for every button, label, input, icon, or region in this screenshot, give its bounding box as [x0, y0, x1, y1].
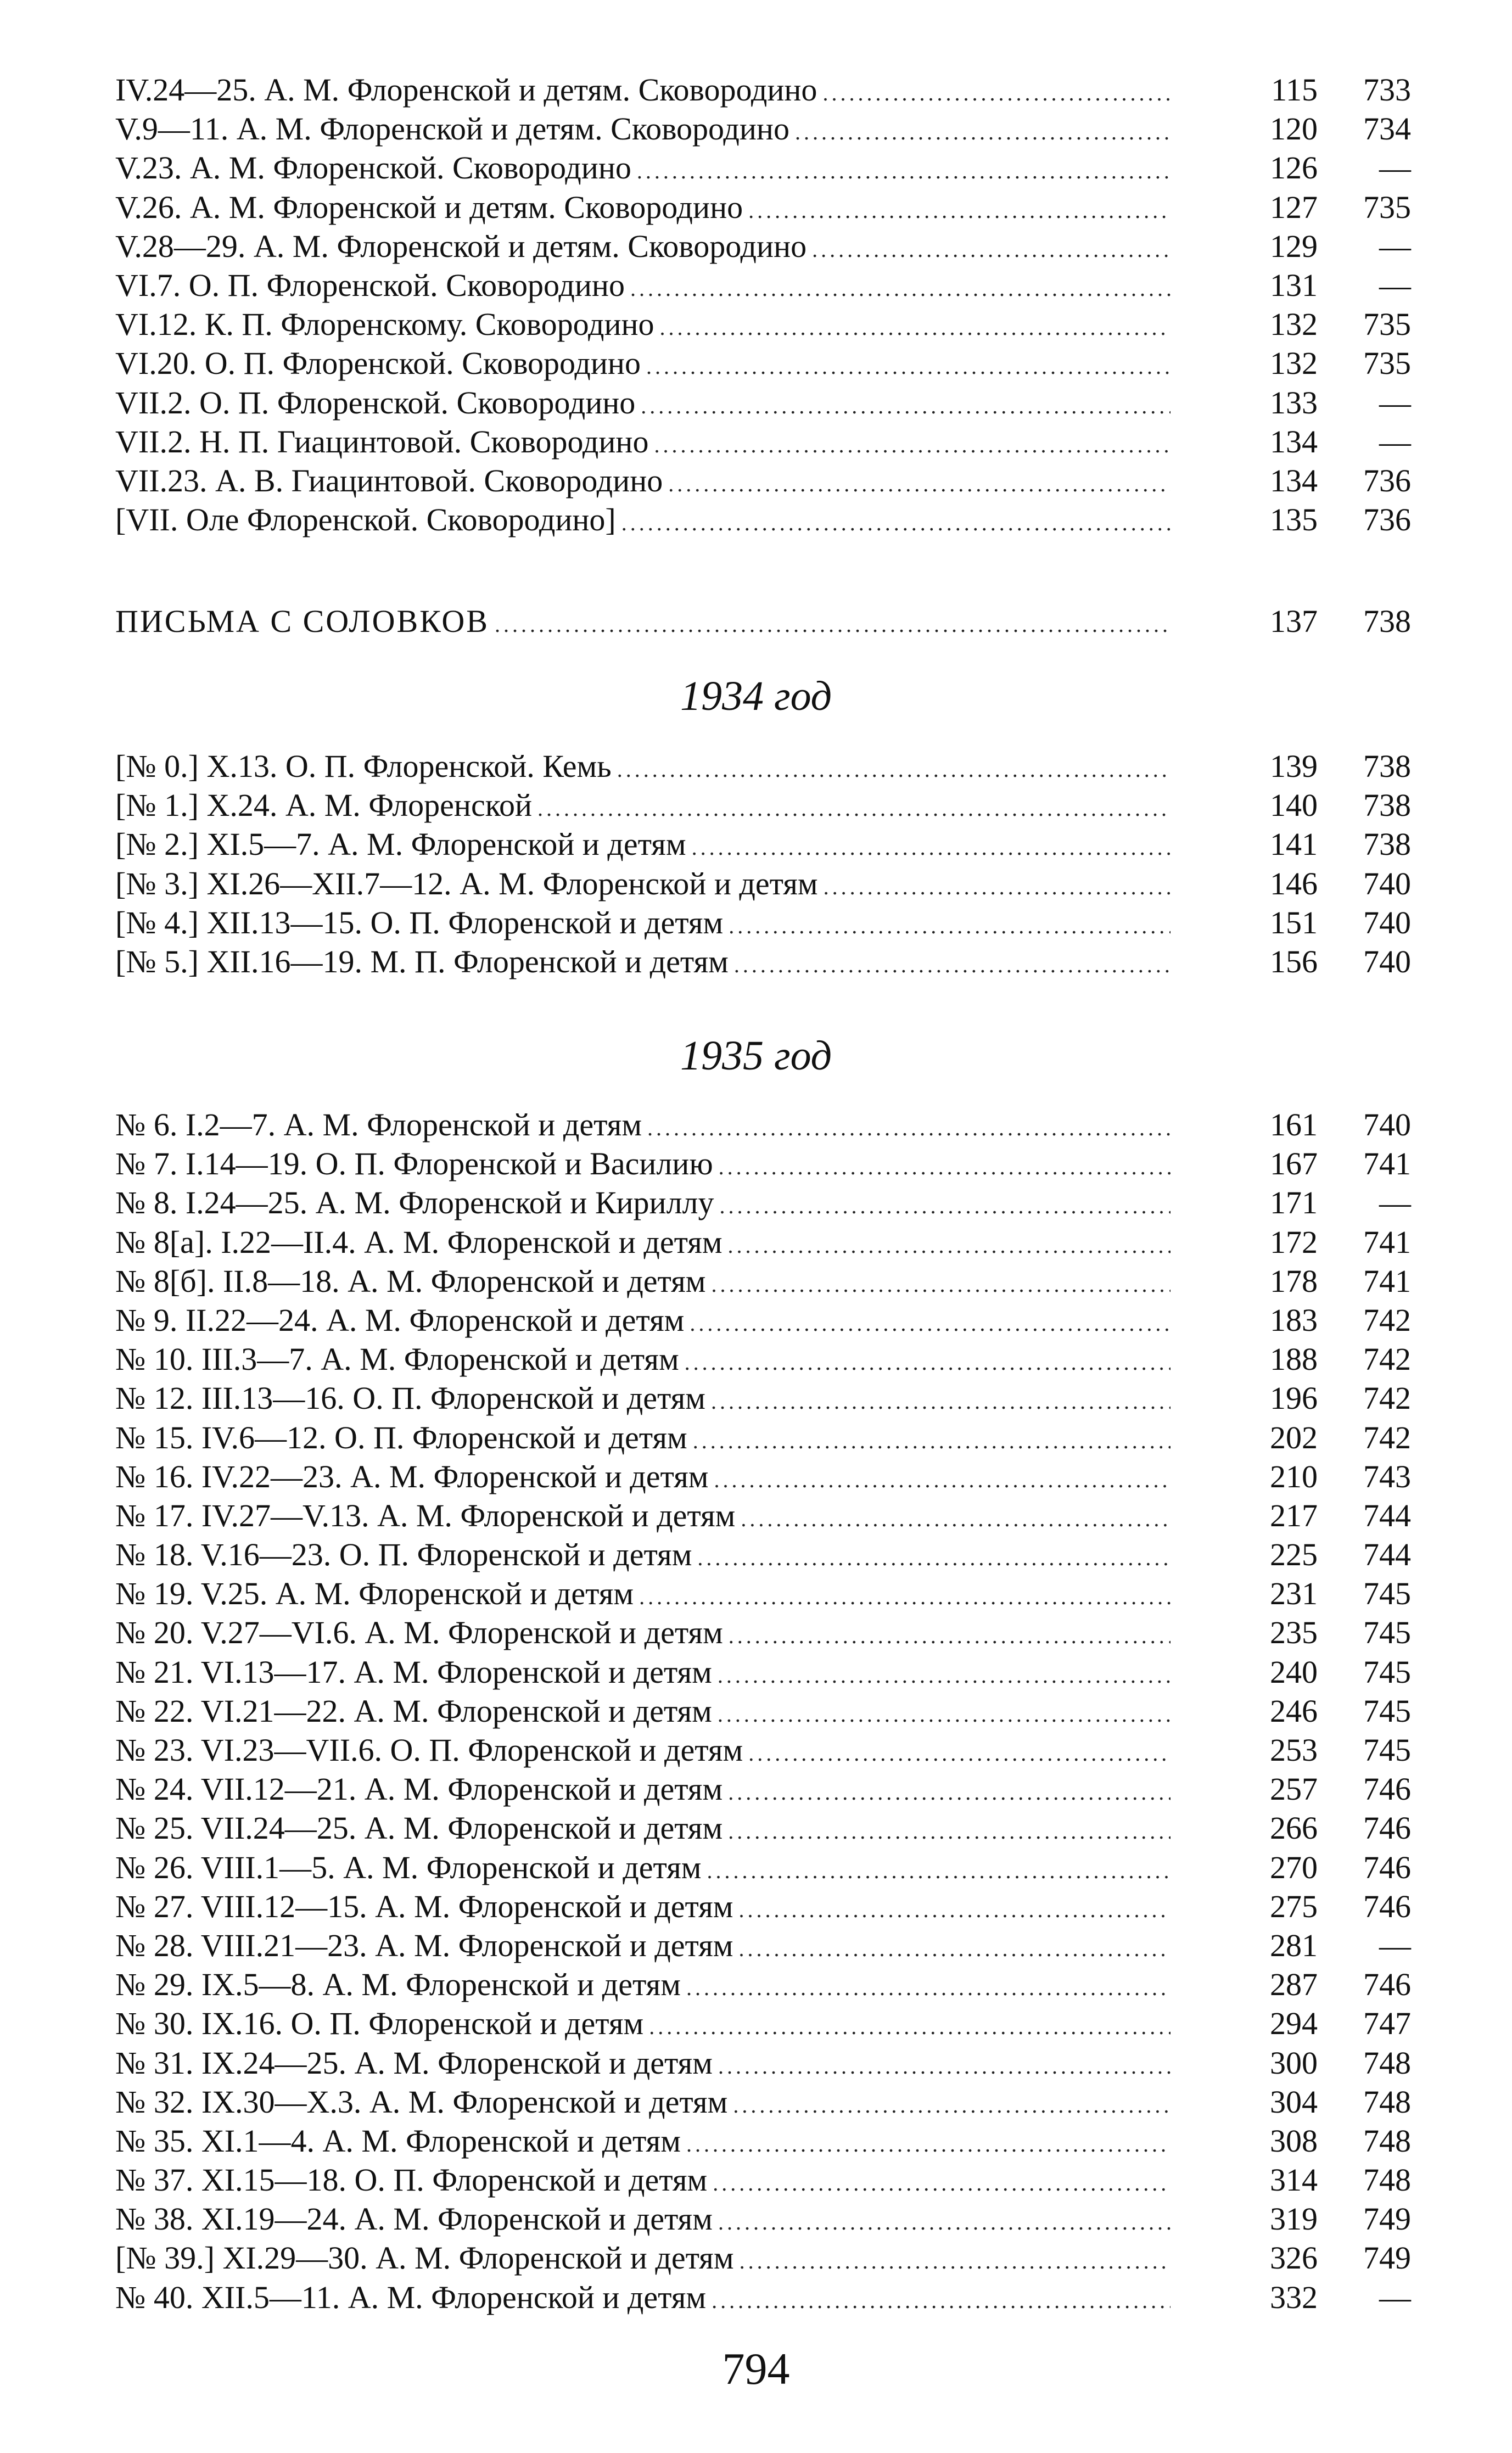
comment-ref: 744: [1363, 1537, 1411, 1573]
entry-title: VII.2. Н. П. Гиацинтовой. Сковородино: [115, 423, 649, 460]
comment-ref: 741: [1363, 1146, 1411, 1182]
page-ref: 304: [1270, 2084, 1318, 2120]
entry-title: № 27. VIII.12—15. А. М. Флоренской и детям: [115, 1888, 733, 1924]
toc-row: [115, 1535, 1411, 1574]
entry-title: VII.23. А. В. Гиацинтовой. Сковородино: [115, 462, 663, 499]
comment-ref: 740: [1363, 865, 1411, 901]
page-ref: 161: [1270, 1107, 1318, 1143]
page-ref: 240: [1270, 1654, 1318, 1690]
entry-title: № 38. XI.19—24. А. М. Флоренской и детям: [115, 2201, 713, 2237]
page-ref: 319: [1270, 2201, 1318, 2237]
toc-list-1934: [115, 747, 1411, 981]
dot-leader: [693, 1421, 1171, 1460]
comment-ref: 738: [1363, 787, 1411, 824]
page-ref: 326: [1270, 2240, 1318, 2276]
page-ref: 127: [1270, 189, 1318, 225]
page-ref: 140: [1270, 787, 1318, 824]
toc-row: [115, 1301, 1411, 1340]
page-ref: 132: [1270, 345, 1318, 382]
dot-leader: [707, 1851, 1171, 1890]
entry-title: V.28—29. А. М. Флоренской и детям. Сковородино: [115, 228, 807, 264]
dot-leader: [729, 906, 1171, 945]
dot-leader: [646, 347, 1171, 386]
entry-title: [№ 5.] XII.16—19. М. П. Флоренской и детям: [115, 943, 729, 979]
comment-ref: 746: [1363, 1771, 1411, 1807]
page-ref: 129: [1270, 228, 1318, 264]
dot-leader: [734, 945, 1171, 984]
dot-leader: [630, 269, 1171, 308]
entry-title: № 26. VIII.1—5. А. М. Флоренской и детям: [115, 1849, 702, 1885]
comment-ref: —: [1379, 267, 1411, 303]
page-ref: 171: [1270, 1185, 1318, 1221]
entry-title: VI.20. О. П. Флоренской. Сковородино: [115, 345, 641, 382]
toc-row: [115, 109, 1411, 148]
toc-row: [115, 2199, 1411, 2238]
entry-title: № 10. III.3—7. А. М. Флоренской и детям: [115, 1341, 679, 1377]
toc-row: [115, 227, 1411, 266]
comment-ref: 748: [1363, 2084, 1411, 2120]
comment-ref: 748: [1363, 2122, 1411, 2159]
dot-leader: [741, 1499, 1171, 1538]
entry-title: [№ 1.] X.24. А. М. Флоренской: [115, 787, 532, 824]
dot-leader: [660, 308, 1171, 347]
toc-row: [115, 1223, 1411, 1262]
comment-ref: 735: [1363, 306, 1411, 343]
dot-leader: [537, 789, 1171, 828]
entry-title: [№ 3.] XI.26—XII.7—12. А. М. Флоренской и детям: [115, 865, 818, 901]
entry-title: № 30. IX.16. О. П. Флоренской и детям: [115, 2006, 644, 2042]
toc-row: [115, 1418, 1411, 1457]
toc-row: [115, 1105, 1411, 1144]
year-heading-1934: 1934 год: [680, 673, 832, 719]
page-ref: 257: [1270, 1771, 1318, 1807]
toc-row: [115, 422, 1411, 461]
comment-ref: 738: [1363, 748, 1411, 784]
entry-title: № 37. XI.15—18. О. П. Флоренской и детям: [115, 2162, 708, 2198]
page-ref: 196: [1270, 1380, 1318, 1416]
entry-title: № 40. XII.5—11. А. М. Флоренской и детям: [115, 2279, 707, 2315]
entry-title: IV.24—25. А. М. Флоренской и детям. Сковородино: [115, 72, 817, 108]
dot-leader: [692, 828, 1171, 867]
entry-title: № 23. VI.23—VII.6. О. П. Флоренской и детям: [115, 1732, 743, 1768]
dot-leader: [641, 387, 1171, 425]
toc-row: [115, 942, 1411, 981]
entry-title: № 21. VI.13—17. А. М. Флоренской и детям: [115, 1654, 712, 1690]
toc-row: [115, 2082, 1411, 2121]
page-ref: 134: [1270, 423, 1318, 460]
page-ref: 139: [1270, 748, 1318, 784]
dot-leader: [812, 230, 1171, 269]
page-ref: 134: [1270, 462, 1318, 499]
page-ref: 217: [1270, 1497, 1318, 1533]
dot-leader: [617, 750, 1171, 789]
toc-row: [115, 2043, 1411, 2082]
dot-leader: [718, 2047, 1171, 2086]
dot-leader: [739, 1929, 1171, 1968]
dot-leader: [654, 425, 1171, 464]
entry-title: VII.2. О. П. Флоренской. Сковородино: [115, 384, 636, 421]
page-ref: 308: [1270, 2122, 1318, 2159]
toc-section-row: [115, 602, 1411, 641]
toc-row: [115, 903, 1411, 942]
dot-leader: [718, 2203, 1171, 2242]
dot-leader: [686, 2125, 1171, 2164]
entry-title: № 35. XI.1—4. А. М. Флоренской и детям: [115, 2122, 681, 2159]
page-ref: 132: [1270, 306, 1318, 343]
toc-row: [115, 825, 1411, 864]
entry-title: № 7. I.14—19. О. П. Флоренской и Василию: [115, 1146, 713, 1182]
entry-title: V.9—11. А. М. Флоренской и детям. Сковородино: [115, 111, 789, 147]
entry-title: № 31. IX.24—25. А. М. Флоренской и детям: [115, 2045, 713, 2081]
comment-ref: —: [1379, 384, 1411, 421]
comment-ref: 746: [1363, 1810, 1411, 1846]
toc-row: [115, 747, 1411, 786]
comment-ref: 748: [1363, 2045, 1411, 2081]
toc-row: [115, 1613, 1411, 1652]
comment-ref: 749: [1363, 2240, 1411, 2276]
entry-title: № 25. VII.24—25. А. М. Флоренской и детям: [115, 1810, 723, 1846]
comment-ref: 745: [1363, 1654, 1411, 1690]
page-ref: 141: [1270, 826, 1318, 863]
toc-row: [115, 2160, 1411, 2199]
toc-row: [115, 1574, 1411, 1613]
dot-leader: [714, 1460, 1171, 1499]
dot-leader: [495, 605, 1171, 644]
page-ref: 246: [1270, 1693, 1318, 1729]
toc-row: [115, 1653, 1411, 1692]
toc-row: [115, 1692, 1411, 1730]
toc-row: [115, 1340, 1411, 1379]
page-ref: 210: [1270, 1458, 1318, 1494]
section-title: ПИСЬМА С СОЛОВКОВ: [115, 603, 489, 639]
comment-ref: 746: [1363, 1888, 1411, 1924]
dot-leader: [728, 1226, 1171, 1265]
comment-ref: 740: [1363, 943, 1411, 979]
dot-leader: [824, 867, 1171, 906]
page-ref: 126: [1270, 150, 1318, 186]
dot-leader: [748, 191, 1171, 230]
toc-row: [115, 305, 1411, 344]
toc-row: [115, 1926, 1411, 1965]
entry-title: VI.7. О. П. Флоренской. Сковородино: [115, 267, 625, 303]
toc-row: [115, 786, 1411, 825]
comment-ref: 745: [1363, 1576, 1411, 1612]
entry-title: № 17. IV.27—V.13. А. М. Флоренской и детям: [115, 1497, 736, 1533]
comment-ref: 741: [1363, 1263, 1411, 1299]
dot-leader: [719, 1186, 1171, 1225]
toc-row: [115, 266, 1411, 305]
toc-row: [115, 148, 1411, 187]
page-number: 794: [722, 2344, 790, 2394]
entry-title: № 24. VII.12—21. А. М. Флоренской и детям: [115, 1771, 723, 1807]
toc-row: [115, 1887, 1411, 1926]
year-heading-1935: 1935 год: [680, 1033, 832, 1079]
toc-row: [115, 461, 1411, 500]
page-ref: 133: [1270, 384, 1318, 421]
comment-ref: —: [1379, 423, 1411, 460]
page-ref: 270: [1270, 1849, 1318, 1885]
entry-title: № 18. V.16—23. О. П. Флоренской и детям: [115, 1537, 692, 1573]
comment-ref: —: [1379, 2279, 1411, 2315]
toc-row: [115, 1808, 1411, 1847]
comment-ref: 742: [1363, 1302, 1411, 1338]
comment-ref: 741: [1363, 1224, 1411, 1260]
page-ref: 131: [1270, 267, 1318, 303]
page-ref: 300: [1270, 2045, 1318, 2081]
dot-leader: [649, 2007, 1171, 2046]
comment-ref: 746: [1363, 1849, 1411, 1885]
toc-row: [115, 500, 1411, 539]
toc-row: [115, 2004, 1411, 2043]
dot-leader: [639, 1577, 1171, 1616]
toc-row: [115, 1965, 1411, 2004]
page-ref: 146: [1270, 865, 1318, 901]
dot-leader: [697, 1538, 1171, 1577]
page-ref: 167: [1270, 1146, 1318, 1182]
entry-title: № 8[б]. II.8—18. А. М. Флоренской и детям: [115, 1263, 706, 1299]
comment-ref: 733: [1363, 72, 1411, 108]
toc-row: [115, 1457, 1411, 1496]
page-ref: 266: [1270, 1810, 1318, 1846]
comment-ref: 740: [1363, 904, 1411, 940]
page-ref: 281: [1270, 1927, 1318, 1963]
entry-title: № 8[а]. I.22—II.4. А. М. Флоренской и детям: [115, 1224, 723, 1260]
toc-row: [115, 602, 1411, 641]
dot-leader: [729, 1616, 1171, 1655]
dot-leader: [711, 1382, 1171, 1421]
dot-leader: [718, 1656, 1171, 1695]
page-ref: 231: [1270, 1576, 1318, 1612]
entry-title: № 32. IX.30—X.3. А. М. Флоренской и детям: [115, 2084, 728, 2120]
toc-list-1935: [115, 1105, 1411, 2317]
toc-row: [115, 1144, 1411, 1183]
entry-title: № 28. VIII.21—23. А. М. Флоренской и детям: [115, 1927, 733, 1963]
page-ref: 120: [1270, 111, 1318, 147]
toc-row: [115, 344, 1411, 383]
toc-row: [115, 1769, 1411, 1808]
entry-title: № 20. V.27—VI.6. А. М. Флоренской и детям: [115, 1615, 723, 1651]
comment-ref: 742: [1363, 1341, 1411, 1377]
toc-row: [115, 2278, 1411, 2317]
page-ref: 188: [1270, 1341, 1318, 1377]
dot-leader: [685, 1343, 1171, 1382]
comment-ref: —: [1379, 1185, 1411, 1221]
page-ref: 178: [1270, 1263, 1318, 1299]
page-ref: 287: [1270, 1967, 1318, 2003]
dot-leader: [795, 113, 1171, 152]
toc-row: [115, 2121, 1411, 2160]
page-ref: 253: [1270, 1732, 1318, 1768]
entry-title: № 12. III.13—16. О. П. Флоренской и детям: [115, 1380, 705, 1416]
comment-ref: 740: [1363, 1107, 1411, 1143]
toc-row: [115, 864, 1411, 903]
page-ref: 314: [1270, 2162, 1318, 2198]
toc-row: [115, 383, 1411, 422]
comment-ref: 735: [1363, 189, 1411, 225]
dot-leader: [739, 1890, 1171, 1929]
page-ref: 156: [1270, 943, 1318, 979]
comment-ref: —: [1379, 228, 1411, 264]
dot-leader: [637, 152, 1171, 191]
comment-ref: 742: [1363, 1419, 1411, 1455]
entry-title: [№ 0.] X.13. О. П. Флоренской. Кемь: [115, 748, 612, 784]
toc-row: [115, 1379, 1411, 1418]
entry-title: V.26. А. М. Флоренской и детям. Сковородино: [115, 189, 743, 225]
entry-title: № 9. II.22—24. А. М. Флоренской и детям: [115, 1302, 685, 1338]
dot-leader: [748, 1734, 1171, 1773]
comment-ref: —: [1379, 150, 1411, 186]
toc-row: [115, 1183, 1411, 1222]
entry-title: № 29. IX.5—8. А. М. Флоренской и детям: [115, 1967, 681, 2003]
toc-list-top: [115, 70, 1411, 539]
comment-ref: 736: [1363, 502, 1411, 538]
page-ref: 332: [1270, 2279, 1318, 2315]
entry-title: [№ 39.] XI.29—30. А. М. Флоренской и детям: [115, 2240, 734, 2276]
entry-title: V.23. А. М. Флоренской. Сковородино: [115, 150, 631, 186]
page-ref: 183: [1270, 1302, 1318, 1338]
page-ref: 151: [1270, 904, 1318, 940]
dot-leader: [686, 1968, 1171, 2007]
comment-ref: 747: [1363, 2006, 1411, 2042]
dot-leader: [728, 1773, 1171, 1812]
dot-leader: [822, 74, 1171, 113]
toc-row: [115, 188, 1411, 227]
toc-row: [115, 1496, 1411, 1535]
page-ref: 294: [1270, 2006, 1318, 2042]
entry-title: № 22. VI.21—22. А. М. Флоренской и детям: [115, 1693, 712, 1729]
dot-leader: [713, 2164, 1171, 2203]
comment-ref: 744: [1363, 1497, 1411, 1533]
comment-ref: 745: [1363, 1693, 1411, 1729]
comment-ref: 738: [1363, 603, 1411, 639]
comment-ref: —: [1379, 1927, 1411, 1963]
dot-leader: [690, 1304, 1171, 1343]
comment-ref: 736: [1363, 462, 1411, 499]
page-ref: 275: [1270, 1888, 1318, 1924]
comment-ref: 745: [1363, 1615, 1411, 1651]
toc-row: [115, 1730, 1411, 1769]
comment-ref: 742: [1363, 1380, 1411, 1416]
dot-leader: [668, 464, 1171, 503]
dot-leader: [719, 1147, 1171, 1186]
comment-ref: 738: [1363, 826, 1411, 863]
entry-title: [№ 2.] XI.5—7. А. М. Флоренской и детям: [115, 826, 686, 863]
entry-title: [№ 4.] XII.13—15. О. П. Флоренской и детям: [115, 904, 724, 940]
dot-leader: [712, 2281, 1171, 2320]
comment-ref: 734: [1363, 111, 1411, 147]
comment-ref: 735: [1363, 345, 1411, 382]
page-ref: 135: [1270, 502, 1318, 538]
comment-ref: 743: [1363, 1458, 1411, 1494]
page-ref: 225: [1270, 1537, 1318, 1573]
comment-ref: 746: [1363, 1967, 1411, 2003]
comment-ref: 749: [1363, 2201, 1411, 2237]
entry-title: № 19. V.25. А. М. Флоренской и детям: [115, 1576, 634, 1612]
page-ref: 115: [1271, 72, 1318, 108]
dot-leader: [740, 2242, 1171, 2281]
entry-title: № 6. I.2—7. А. М. Флоренской и детям: [115, 1107, 642, 1143]
dot-leader: [733, 2086, 1171, 2125]
toc-row: [115, 2238, 1411, 2277]
entry-title: VI.12. К. П. Флоренскому. Сковородино: [115, 306, 654, 343]
entry-title: № 15. IV.6—12. О. П. Флоренской и детям: [115, 1419, 687, 1455]
dot-leader: [621, 503, 1171, 542]
entry-title: № 16. IV.22—23. А. М. Флоренской и детям: [115, 1458, 709, 1494]
entry-title: № 8. I.24—25. А. М. Флоренской и Кириллу: [115, 1185, 714, 1221]
entry-title: [VII. Оле Флоренской. Сковородино]: [115, 502, 616, 538]
comment-ref: 745: [1363, 1732, 1411, 1768]
toc-row: [115, 1262, 1411, 1301]
page-ref: 137: [1270, 603, 1318, 639]
dot-leader: [647, 1108, 1171, 1147]
dot-leader: [718, 1695, 1171, 1734]
toc-row: [115, 1848, 1411, 1887]
page-ref: 235: [1270, 1615, 1318, 1651]
page-ref: 172: [1270, 1224, 1318, 1260]
dot-leader: [728, 1812, 1171, 1851]
page-ref: 202: [1270, 1419, 1318, 1455]
dot-leader: [712, 1265, 1171, 1304]
comment-ref: 748: [1363, 2162, 1411, 2198]
toc-row: [115, 70, 1411, 109]
